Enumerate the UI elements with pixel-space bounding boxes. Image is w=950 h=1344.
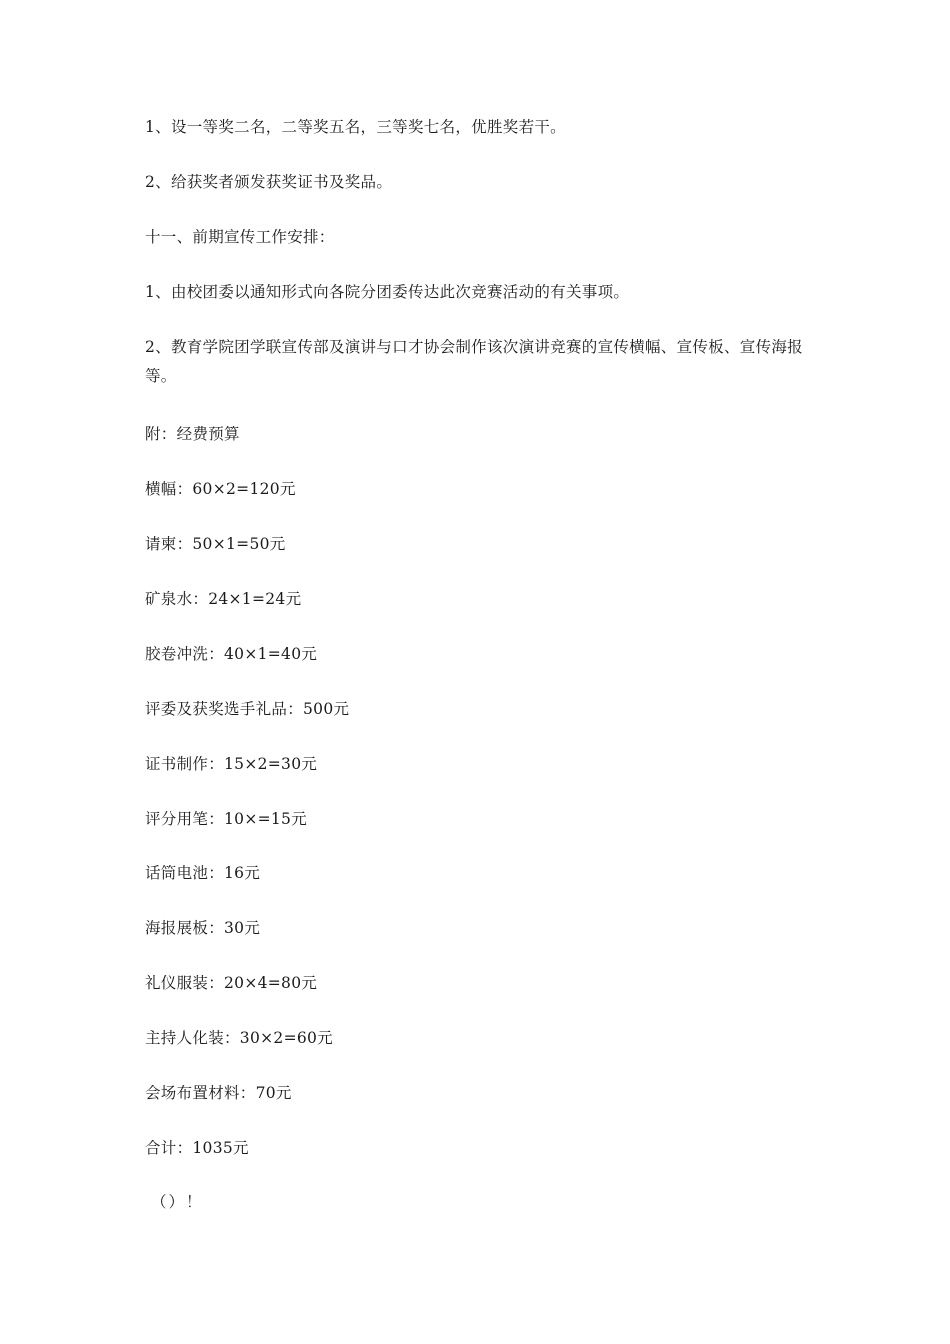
award-setting-line: 1、设一等奖二名，二等奖五名，三等奖七名，优胜奖若干。: [145, 118, 566, 136]
budget-item: 评委及获奖选手礼品：500元: [145, 700, 350, 718]
publicity-item-1: 1、由校团委以通知形式向各院分团委传达此次竞赛活动的有关事项。: [145, 283, 630, 301]
section-heading: 十一、前期宣传工作安排：: [145, 228, 335, 246]
budget-item: 矿泉水：24×1=24元: [145, 590, 302, 608]
budget-total: 合计：1035元: [145, 1139, 249, 1157]
award-certificate-line: 2、给获奖者颁发获奖证书及奖品。: [145, 173, 393, 191]
budget-item: 横幅：60×2=120元: [145, 480, 296, 498]
budget-item: 请柬：50×1=50元: [145, 535, 286, 553]
budget-item: 话筒电池：16元: [145, 864, 261, 882]
publicity-item-2: 2、教育学院团学联宣传部及演讲与口才协会制作该次演讲竞赛的宣传横幅、宣传板、宣传海报等。: [145, 338, 803, 385]
budget-item: 海报展板：30元: [145, 919, 261, 937]
budget-item: 评分用笔：10×=15元: [145, 810, 308, 828]
budget-item: 礼仪服装：20×4=80元: [145, 974, 318, 992]
budget-item: 主持人化装：30×2=60元: [145, 1029, 333, 1047]
closing-line: （）！: [151, 1193, 204, 1211]
budget-item: 证书制作：15×2=30元: [145, 755, 318, 773]
budget-heading: 附：经费预算: [145, 425, 240, 443]
budget-item: 胶卷冲洗：40×1=40元: [145, 645, 318, 663]
budget-item: 会场布置材料：70元: [145, 1084, 292, 1102]
